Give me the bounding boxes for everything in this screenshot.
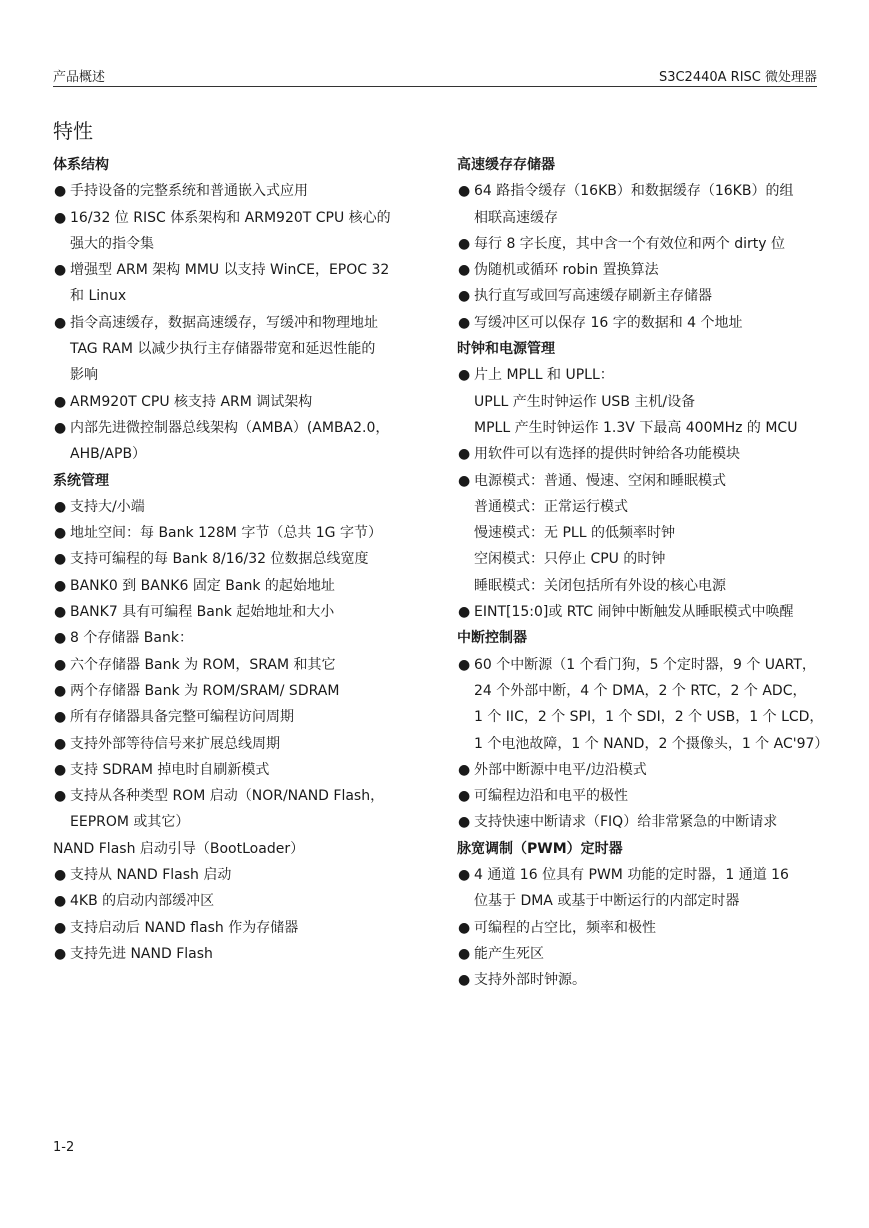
- list-item-text: 1 个电池故障，1 个 NAND，2 个摄像头，1 个 AC'97）: [474, 735, 829, 752]
- section-heading: NAND Flash 启动引导（BootLoader）: [53, 840, 305, 857]
- list-item-text: 指令高速缓存，数据高速缓存，写缓冲和物理地址: [70, 314, 378, 331]
- list-item-text: 支持可编程的每 Bank 8/16/32 位数据总线宽度: [70, 551, 369, 568]
- list-item-text: 支持启动后 NAND flash 作为存储器: [70, 919, 299, 936]
- list-item: [457, 310, 822, 336]
- list-item: [457, 441, 822, 467]
- section-heading: 系统管理: [53, 472, 109, 489]
- bullet-icon: ●: [54, 183, 67, 200]
- list-item-text: 1 个 IIC，2 个 SPI，1 个 SDI，2 个 USB，1 个 LCD，: [474, 709, 824, 726]
- bullet-list: [457, 362, 822, 625]
- list-item: [457, 283, 822, 309]
- bullet-icon: ●: [54, 262, 67, 279]
- list-item-text: 片上 MPLL 和 UPLL：: [474, 367, 614, 384]
- bullet-icon: ●: [54, 551, 67, 568]
- bullet-list: [53, 862, 418, 967]
- list-item-text: 睡眠模式：关闭包括所有外设的核心电源: [474, 577, 726, 594]
- bullet-list: [457, 178, 822, 336]
- bullet-icon: ●: [54, 682, 67, 699]
- bullet-icon: ●: [54, 525, 67, 542]
- bullet-icon: ●: [458, 446, 471, 463]
- list-item-text: 60 个中断源（1 个看门狗，5 个定时器，9 个 UART，: [474, 656, 816, 673]
- list-item-text: EINT[15:0]或 RTC 闹钟中断触发从睡眠模式中唤醒: [474, 604, 794, 621]
- list-item-text: 支持从各种类型 ROM 启动（NOR/NAND Flash，: [70, 788, 385, 805]
- list-item-text: 支持先进 NAND Flash: [70, 945, 213, 962]
- bullet-icon: ●: [54, 893, 67, 910]
- list-item: [457, 178, 822, 231]
- list-item-text: MPLL 产生时钟运作 1.3V 下最高 400MHz 的 MCU: [474, 419, 798, 436]
- list-item: [457, 862, 822, 915]
- list-item-text: 手持设备的完整系统和普通嵌入式应用: [70, 183, 308, 200]
- list-item: [457, 231, 822, 257]
- list-item: [53, 389, 418, 415]
- list-item-text: 空闲模式：只停止 CPU 的时钟: [474, 551, 666, 568]
- list-item-text: 写缓冲区可以保存 16 字的数据和 4 个地址: [474, 314, 743, 331]
- list-item-text: 位基于 DMA 或基于中断运行的内部定时器: [474, 893, 740, 910]
- list-item: [53, 783, 418, 836]
- list-item-text: 两个存储器 Bank 为 ROM/SRAM/ SDRAM: [70, 682, 340, 699]
- list-item-text: 能产生死区: [474, 945, 544, 962]
- list-item-text: 外部中断源中电平/边沿模式: [474, 761, 647, 778]
- bullet-list: [457, 862, 822, 993]
- page-header: [53, 62, 817, 87]
- bullet-icon: ●: [458, 867, 471, 884]
- list-item-text: 可编程边沿和电平的极性: [474, 788, 628, 805]
- list-item-text: EEPROM 或其它）: [70, 814, 190, 831]
- bullet-icon: ●: [458, 919, 471, 936]
- bullet-icon: ●: [458, 761, 471, 778]
- list-item-text: 地址空间：每 Bank 128M 字节（总共 1G 字节）: [70, 525, 382, 542]
- left-column: [53, 152, 418, 967]
- bullet-icon: ●: [458, 656, 471, 673]
- bullet-icon: ●: [54, 735, 67, 752]
- page-number: 1-2: [53, 1140, 75, 1155]
- list-item: [457, 783, 822, 809]
- bullet-icon: ●: [458, 788, 471, 805]
- list-item: [457, 362, 822, 441]
- bullet-icon: ●: [54, 656, 67, 673]
- list-item: [53, 599, 418, 625]
- list-item: [53, 257, 418, 310]
- list-item-text: 8 个存储器 Bank：: [70, 630, 193, 647]
- section-heading: 中断控制器: [457, 630, 527, 647]
- list-item-text: 慢速模式：无 PLL 的低频率时钟: [474, 525, 675, 542]
- bullet-icon: ●: [54, 761, 67, 778]
- list-item: [53, 205, 418, 258]
- bullet-icon: ●: [458, 262, 471, 279]
- list-item: [53, 862, 418, 888]
- list-item-text: 六个存储器 Bank 为 ROM，SRAM 和其它: [70, 656, 336, 673]
- list-item-text: 16/32 位 RISC 体系架构和 ARM920T CPU 核心的: [70, 209, 391, 226]
- bullet-icon: ●: [54, 314, 67, 331]
- list-item: [457, 941, 822, 967]
- list-item-text: 支持从 NAND Flash 启动: [70, 867, 232, 884]
- list-item-text: 伪随机或循环 robin 置换算法: [474, 262, 659, 279]
- list-item-text: 相联高速缓存: [474, 209, 558, 226]
- list-item: [457, 468, 822, 599]
- list-item: [53, 178, 418, 204]
- list-item-text: 电源模式：普通、慢速、空闲和睡眠模式: [474, 472, 726, 489]
- section-heading: 体系结构: [53, 157, 109, 173]
- bullet-icon: ●: [458, 183, 471, 200]
- list-item-text: 用软件可以有选择的提供时钟给各功能模块: [474, 446, 740, 463]
- bullet-icon: ●: [458, 814, 471, 831]
- list-item-text: 支持大/小端: [70, 498, 145, 515]
- list-item-text: 普通模式：正常运行模式: [474, 498, 628, 515]
- bullet-icon: ●: [54, 709, 67, 726]
- list-item-text: ARM920T CPU 核支持 ARM 调试架构: [70, 393, 313, 410]
- list-item: [53, 941, 418, 967]
- list-item: [53, 652, 418, 678]
- list-item: [53, 704, 418, 730]
- bullet-list: [457, 652, 829, 836]
- list-item: [457, 967, 822, 993]
- page-title: 特性: [53, 119, 93, 143]
- list-item-text: BANK0 到 BANK6 固定 Bank 的起始地址: [70, 577, 335, 594]
- list-item-text: 执行直写或回写高速缓存刷新主存储器: [474, 288, 712, 305]
- list-item: [457, 757, 822, 783]
- bullet-icon: ●: [54, 209, 67, 226]
- list-item: [53, 915, 418, 941]
- list-item-text: 增强型 ARM 架构 MMU 以支持 WinCE，EPOC 32: [70, 262, 390, 279]
- list-item: [53, 546, 418, 572]
- section-heading: 脉宽调制（PWM）定时器: [457, 840, 623, 857]
- bullet-icon: ●: [54, 604, 67, 621]
- bullet-icon: ●: [458, 288, 471, 305]
- list-item-text: 每行 8 字长度，其中含一个有效位和两个 dirty 位: [474, 235, 786, 252]
- list-item: [53, 625, 418, 651]
- list-item-text: 64 路指令缓存（16KB）和数据缓存（16KB）的组: [474, 183, 794, 200]
- bullet-icon: ●: [54, 498, 67, 515]
- list-item-text: 影响: [70, 367, 98, 384]
- bullet-icon: ●: [458, 945, 471, 962]
- section-heading: 高速缓存存储器: [457, 157, 555, 173]
- header-document-title: S3C2440A RISC 微处理器: [658, 70, 817, 85]
- list-item: [53, 415, 418, 468]
- list-item: [53, 888, 418, 914]
- bullet-icon: ●: [54, 630, 67, 647]
- list-item-text: 支持外部时钟源。: [474, 972, 586, 989]
- list-item-text: 支持快速中断请求（FIQ）给非常紧急的中断请求: [474, 814, 778, 831]
- bullet-icon: ●: [458, 472, 471, 489]
- list-item: [457, 599, 822, 625]
- list-item-text: 内部先进微控制器总线架构（AMBA）(AMBA2.0，: [70, 419, 390, 436]
- list-item-text: AHB/APB）: [70, 446, 147, 463]
- bullet-icon: ●: [458, 972, 471, 989]
- list-item: [53, 573, 418, 599]
- bullet-icon: ●: [54, 788, 67, 805]
- bullet-list: [53, 494, 418, 836]
- list-item-text: 24 个外部中断，4 个 DMA，2 个 RTC，2 个 ADC，: [474, 682, 807, 699]
- list-item-text: 可编程的占空比，频率和极性: [474, 919, 656, 936]
- bullet-icon: ●: [458, 367, 471, 384]
- list-item: [53, 731, 418, 757]
- list-item-text: 和 Linux: [70, 288, 127, 305]
- list-item-text: BANK7 具有可编程 Bank 起始地址和大小: [70, 604, 335, 621]
- header-section-title: 产品概述: [53, 70, 106, 85]
- list-item: [457, 915, 822, 941]
- bullet-icon: ●: [458, 604, 471, 621]
- section-heading: 时钟和电源管理: [457, 341, 555, 358]
- list-item-text: UPLL 产生时钟运作 USB 主机/设备: [474, 393, 696, 410]
- list-item: [53, 310, 418, 389]
- list-item-text: 所有存储器具备完整可编程访问周期: [70, 709, 294, 726]
- bullet-icon: ●: [54, 393, 67, 410]
- bullet-icon: ●: [54, 945, 67, 962]
- list-item-text: 支持 SDRAM 掉电时自刷新模式: [70, 761, 270, 778]
- list-item: [53, 494, 418, 520]
- list-item-text: TAG RAM 以减少执行主存储器带宽和延迟性能的: [70, 341, 376, 358]
- list-item: [457, 652, 829, 757]
- list-item-text: 强大的指令集: [70, 235, 154, 252]
- bullet-icon: ●: [54, 867, 67, 884]
- list-item-text: 4KB 的启动内部缓冲区: [70, 893, 215, 910]
- bullet-icon: ●: [54, 919, 67, 936]
- bullet-icon: ●: [54, 419, 67, 436]
- list-item: [457, 809, 822, 835]
- bullet-icon: ●: [458, 235, 471, 252]
- list-item: [53, 757, 418, 783]
- bullet-icon: ●: [458, 314, 471, 331]
- list-item: [53, 520, 418, 546]
- list-item: [53, 678, 418, 704]
- list-item-text: 支持外部等待信号来扩展总线周期: [70, 735, 280, 752]
- bullet-icon: ●: [54, 577, 67, 594]
- list-item-text: 4 通道 16 位具有 PWM 功能的定时器，1 通道 16: [474, 867, 789, 884]
- list-item: [457, 257, 822, 283]
- right-column: [457, 152, 829, 994]
- bullet-list: [53, 178, 418, 467]
